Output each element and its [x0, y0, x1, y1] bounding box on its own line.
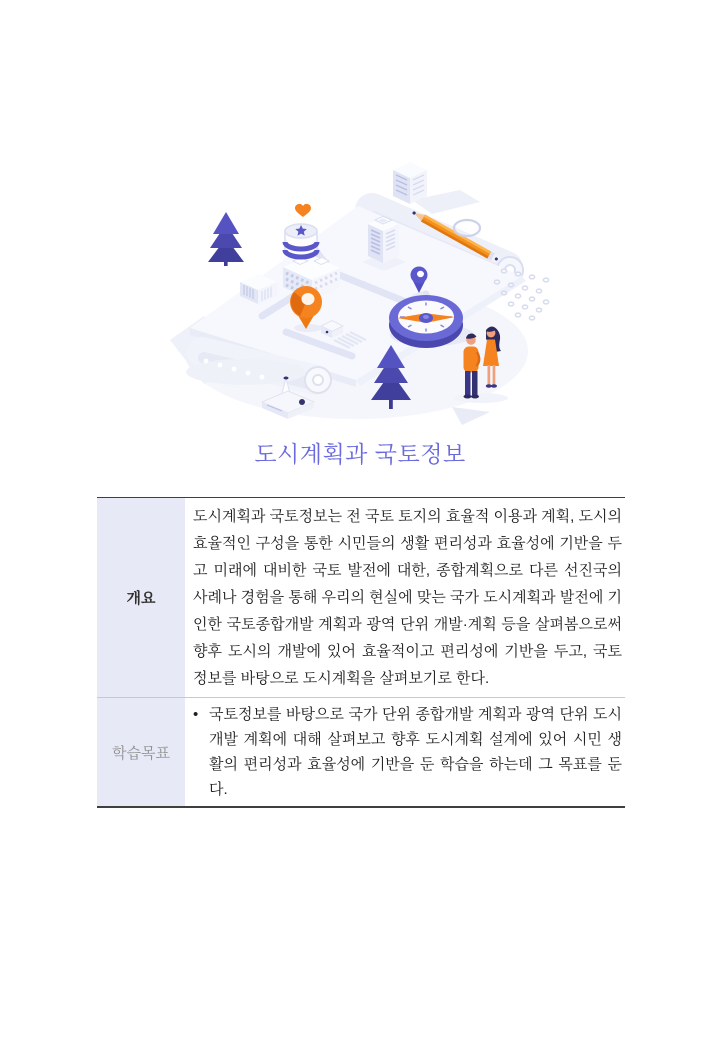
city-planning-illustration	[166, 144, 554, 430]
overview-text: 도시계획과 국토정보는 전 국토 토지의 효율적 이용과 계획, 도시의 효율적인 구성을 통한 시민들의 생활 편리성과 효율성에 기반을 두고 미래에 대비한 국토 발전에 대한, 종합계획으로 다른 선진국의 사례나 경험을 통해 우리의 현실에 맞는 국가 도시계획과 발전에 기인한 국토종합개발 계획과 광역 단위 개발·계획 등을 살펴봄으로써 향후 도시의 개발에 있어 효율적이고 편리성에 기반을 두고, 국토 정보를 바탕으로 도시계획을 살펴보기로 한다.	[193, 508, 622, 687]
row-label-overview	[97, 498, 185, 697]
table-row-overview	[97, 498, 625, 698]
overview-label: 개요	[126, 590, 156, 607]
goal-label: 학습목표	[112, 744, 170, 762]
goal-text: 국토정보를 바탕으로 국가 단위 종합개발 계획과 광역 단위 도시 개발 계획에 대해 살펴보고 향후 도시계획 설계에 있어 시민 생활의 편리성과 효율성에 기반을 둔 학습을 하는데 그 목표를 둔다.	[209, 706, 622, 798]
pointer-triangle	[452, 407, 490, 425]
bullet-icon: •	[193, 706, 199, 723]
goal-content	[185, 698, 625, 806]
row-label-goal	[97, 698, 185, 806]
tree-left	[208, 212, 244, 266]
goal-bullet-item	[193, 702, 622, 802]
database-cylinder	[285, 224, 317, 258]
page-title: 도시계획과 국토정보	[254, 441, 466, 467]
building-top-right	[393, 162, 480, 214]
heart-icon	[295, 204, 311, 217]
table-row-goal	[97, 698, 625, 806]
info-table	[97, 497, 625, 808]
hero-illustration	[166, 144, 554, 430]
